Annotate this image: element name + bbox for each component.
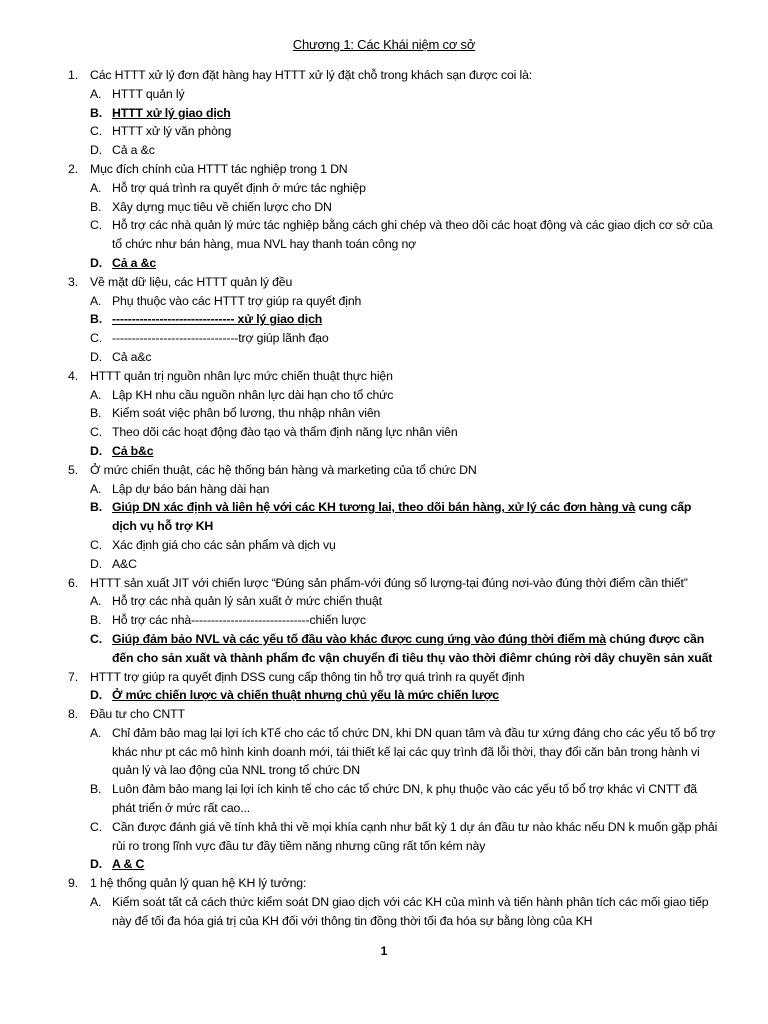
option xyxy=(68,480,718,499)
option-text: Xác định giá cho các sản phẩm và dịch vụ xyxy=(112,537,336,552)
question-text: Ở mức chiến thuật, các hệ thống bán hàng và marketing của tổ chức DN xyxy=(90,462,477,477)
option-correct xyxy=(68,686,718,705)
option-text: HTTT xử lý giao dịch xyxy=(112,105,231,120)
option-text: A & C xyxy=(112,857,145,872)
option-letter: D. xyxy=(90,349,102,364)
document-title: Chương 1: Các Khái niệm cơ sở xyxy=(292,37,476,52)
option-letter: D. xyxy=(90,556,102,571)
option-text: Hỗ trợ các nhà quản lý sản xuất ở mức chiến thuật xyxy=(112,594,382,609)
option-text: Hỗ trợ các nhà------------------------------chiến lược xyxy=(112,613,366,628)
question-number: 8. xyxy=(68,707,78,722)
option-text-continued: chúng được cần đến cho sản xuất và thành phẩm đc vận chuyển đi tiêu thụ vào thời điêmr chúng rời dây chuyền sản xuất xyxy=(112,631,713,665)
option-letter: A. xyxy=(90,86,102,101)
question-text: HTTT quản trị nguồn nhân lực mức chiến thuật thực hiện xyxy=(90,368,393,383)
question-text: 1 hệ thống quản lý quan hệ KH lý tưởng: xyxy=(90,876,307,891)
option-text: Cả a&c xyxy=(112,349,152,364)
question-4 xyxy=(68,367,718,386)
option xyxy=(68,141,718,160)
question-list xyxy=(68,66,718,931)
option-text: Giúp DN xác định và liên hệ với các KH tương lai, theo dõi bán hàng, xử lý các đơn hàng và xyxy=(112,500,636,515)
option-text: Luôn đảm bảo mang lại lợi ích kinh tế cho các tổ chức DN, k phụ thuộc vào các yếu tố bổ trợ khác vì CNTT đã phát triển ở mức rất cao... xyxy=(112,782,697,816)
option-letter: D. xyxy=(90,688,102,703)
option-letter: A. xyxy=(90,594,102,609)
option xyxy=(68,179,718,198)
option-correct xyxy=(68,254,718,273)
option-correct xyxy=(68,855,718,874)
option-text: HTTT xử lý văn phòng xyxy=(112,124,232,139)
question-text: Về mặt dữ liệu, các HTTT quản lý đều xyxy=(90,274,293,289)
option-text: Chỉ đảm bảo mag lại lợi ích kTế cho các tổ chức DN, khi DN quan tâm và đầu tư xứng đáng cho các yếu tố bổ trợ khác như pt các mô hình kinh doanh mới, tái thiết kế lại các quy trình đã lỗi thời, thay đổi căn bản trong hành vi quản lý và lao động của NNL trong tổ chức DN xyxy=(112,725,716,778)
option-text: Lập KH nhu cầu nguồn nhân lực dài hạn cho tổ chức xyxy=(112,387,394,402)
option xyxy=(68,780,718,818)
option-text: Kiểm soát tất cả cách thức kiểm soát DN giao dịch với các KH của mình và tiến hành phân tích các mối giao tiếp này để tối đa hóa giá trị của KH đối với thông tin đồng thời tối đa hóa sự bằng lòng của KH xyxy=(112,895,709,928)
option xyxy=(68,404,718,423)
question-6 xyxy=(68,574,718,593)
question-7 xyxy=(68,668,718,687)
option-correct xyxy=(68,498,718,536)
question-text: Mục đích chính của HTTT tác nghiệp trong 1 DN xyxy=(90,161,348,176)
option-letter: A. xyxy=(90,387,102,402)
option xyxy=(68,198,718,217)
option-letter: A. xyxy=(90,725,102,740)
option-text: Cả b&c xyxy=(112,443,154,458)
option-letter: B. xyxy=(90,312,102,327)
question-2 xyxy=(68,160,718,179)
question-number: 9. xyxy=(68,876,78,891)
option-text: Cần được đánh giá về tính khả thi về mọi khía cạnh như bất kỳ 1 dự án đầu tư nào khác nếu DN k muốn gặp phải rủi ro trong lĩnh vực đầu tư đầy tiềm năng nhưng cũng rất tốn kém này xyxy=(112,819,718,853)
option-letter: B. xyxy=(90,105,102,120)
option-letter: B. xyxy=(90,406,102,421)
option xyxy=(68,592,718,611)
option xyxy=(68,122,718,141)
option xyxy=(68,348,718,367)
option-letter: A. xyxy=(90,481,102,496)
option xyxy=(68,423,718,442)
option-letter: C. xyxy=(90,537,102,552)
option-letter: A. xyxy=(90,293,102,308)
option-letter: B. xyxy=(90,199,102,214)
option xyxy=(68,292,718,311)
option-letter: B. xyxy=(90,782,102,797)
question-8 xyxy=(68,705,718,724)
option-letter: D. xyxy=(90,857,102,872)
option-text: Lập dự báo bán hàng dài hạn xyxy=(112,481,270,496)
page-number: 1 xyxy=(380,944,388,958)
option-letter: C. xyxy=(90,631,102,646)
question-number: 1. xyxy=(68,68,78,82)
question-text: Các HTTT xử lý đơn đặt hàng hay HTTT xử lý đặt chỗ trong khách sạn được coi là: xyxy=(90,68,533,82)
question-number: 5. xyxy=(68,462,78,477)
option xyxy=(68,893,718,931)
option-text: Theo dõi các hoạt động đào tạo và thẩm định năng lực nhân viên xyxy=(112,425,458,440)
option xyxy=(68,216,718,254)
option-text: ------------------------------- xử lý giao dịch xyxy=(112,312,323,327)
option xyxy=(68,536,718,555)
option-text: Cả a &c xyxy=(112,255,157,270)
option-letter: D. xyxy=(90,443,102,458)
question-number: 2. xyxy=(68,161,78,176)
option-letter: B. xyxy=(90,613,102,628)
option-text: Cả a &c xyxy=(112,143,155,158)
option-letter: D. xyxy=(90,255,102,270)
option-letter: B. xyxy=(90,500,102,515)
question-text: Đầu tư cho CNTT xyxy=(90,707,185,722)
option-text: Kiểm soát việc phân bổ lương, thu nhập nhân viên xyxy=(112,406,381,421)
option xyxy=(68,555,718,574)
option-text: --------------------------------trợ giúp lãnh đạo xyxy=(112,331,329,346)
option-text: Giúp đảm bảo NVL và các yếu tố đầu vào khác được cung ứng vào đúng thời điểm mà xyxy=(112,631,607,646)
question-5 xyxy=(68,461,718,480)
option-letter: C. xyxy=(90,425,102,440)
question-number: 4. xyxy=(68,368,78,383)
question-number: 7. xyxy=(68,669,78,684)
option-letter: C. xyxy=(90,819,102,834)
option-text: Hỗ trợ quá trình ra quyết định ở mức tác nghiệp xyxy=(112,180,366,195)
question-text: HTTT sản xuất JIT với chiến lược “Đúng sản phẩm-với đúng số lượng-tại đúng nơi-vào đúng thời điểm cần thiết” xyxy=(90,575,688,590)
option-text: Xây dựng mục tiêu về chiến lược cho DN xyxy=(112,199,332,214)
option-text: Hỗ trợ các nhà quản lý mức tác nghiệp bằng cách ghi chép và theo dõi các hoạt động và các giao dịch cơ sở của tổ chức như bán hàng, mua NVL hay thanh toán công nợ xyxy=(112,218,713,252)
option xyxy=(68,386,718,405)
option xyxy=(68,329,718,348)
question-text: HTTT trợ giúp ra quyết định DSS cung cấp thông tin hỗ trợ quá trình ra quyết định xyxy=(90,669,525,684)
option-text: HTTT quản lý xyxy=(112,86,185,101)
option-correct xyxy=(68,630,718,668)
option xyxy=(68,85,718,104)
option-letter: A. xyxy=(90,180,102,195)
option-letter: C. xyxy=(90,331,102,346)
option-correct xyxy=(68,442,718,461)
question-1 xyxy=(68,66,718,85)
option-text: Ở mức chiến lược và chiến thuật nhưng chủ yếu là mức chiến lược xyxy=(112,688,499,703)
question-3 xyxy=(68,273,718,292)
option xyxy=(68,818,718,856)
option-text: Phụ thuộc vào các HTTT trợ giúp ra quyết định xyxy=(112,293,362,308)
option xyxy=(68,724,718,780)
option-correct xyxy=(68,310,718,329)
option-letter: C. xyxy=(90,218,102,233)
option-text-continued: cung cấp dịch vụ hỗ trợ KH xyxy=(112,500,692,534)
question-9 xyxy=(68,874,718,893)
option xyxy=(68,611,718,630)
option-letter: A. xyxy=(90,895,102,910)
option-text: A&C xyxy=(112,556,137,571)
option-correct xyxy=(68,104,718,123)
option-letter: C. xyxy=(90,124,102,139)
question-number: 6. xyxy=(68,575,78,590)
option-letter: D. xyxy=(90,143,102,158)
question-number: 3. xyxy=(68,274,78,289)
